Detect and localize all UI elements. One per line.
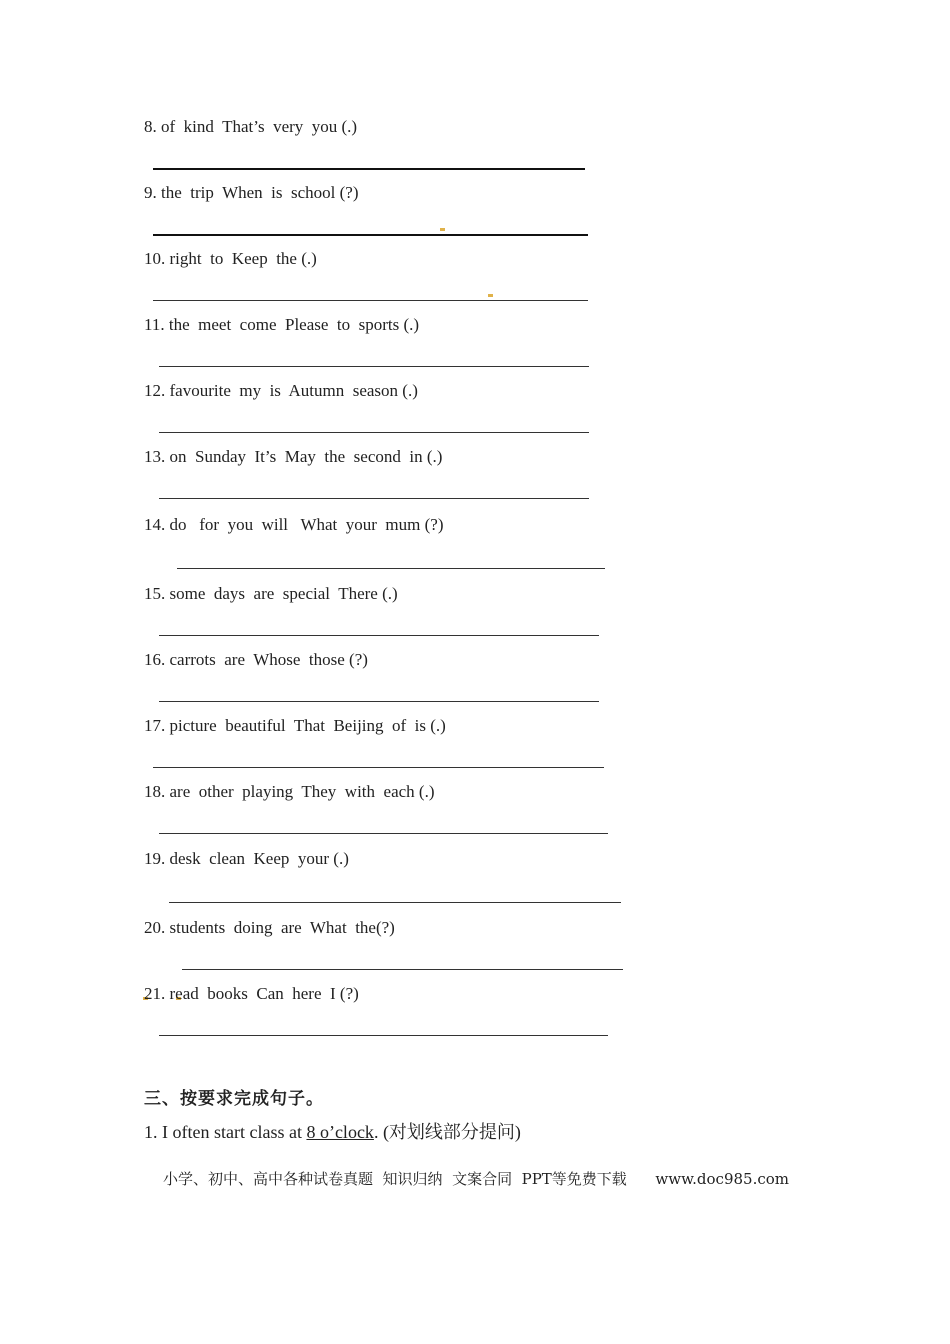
answer-line-18[interactable] <box>159 833 608 834</box>
answer-line-10[interactable] <box>153 300 588 301</box>
footer-url[interactable]: www.doc985.com <box>655 1170 790 1188</box>
question-20: 20. students doing are What the(?) <box>144 918 395 937</box>
answer-line-13[interactable] <box>159 498 589 499</box>
question-15: 15. some days are special There (.) <box>144 584 398 603</box>
marker <box>440 228 445 231</box>
answer-line-15[interactable] <box>159 635 599 636</box>
underlined-phrase: 8 o’clock <box>306 1122 374 1142</box>
question-21: 21. read books Can here I (?) <box>144 984 359 1003</box>
question-16: 16. carrots are Whose those (?) <box>144 650 368 669</box>
answer-line-8[interactable] <box>153 168 585 170</box>
answer-line-11[interactable] <box>159 366 589 367</box>
question-19: 19. desk clean Keep your (.) <box>144 849 349 868</box>
question-12: 12. favourite my is Autumn season (.) <box>144 381 418 400</box>
question-10: 10. right to Keep the (.) <box>144 249 317 268</box>
question-11: 11. the meet come Please to sports (.) <box>144 315 420 334</box>
answer-line-9[interactable] <box>153 234 588 236</box>
marker <box>488 294 493 297</box>
answer-line-19[interactable] <box>169 902 621 903</box>
answer-line-14[interactable] <box>177 568 605 569</box>
section3-item-1: 1. I often start class at 8 o’clock. (对划线部分提问) <box>144 1122 521 1142</box>
answer-line-12[interactable] <box>159 432 589 433</box>
question-17: 17. picture beautiful That Beijing of is (.) <box>144 716 446 735</box>
answer-line-21[interactable] <box>159 1035 608 1036</box>
section-heading: 三、按要求完成句子。 <box>144 1089 324 1109</box>
question-14: 14. do for you will What your mum (?) <box>144 515 444 534</box>
footer-text: 小学、初中、高中各种试卷真题 知识归纳 文案合同 PPT等免费下载 <box>163 1170 627 1188</box>
answer-line-16[interactable] <box>159 701 599 702</box>
answer-line-17[interactable] <box>153 767 604 768</box>
answer-line-20[interactable] <box>182 969 623 970</box>
question-8: 8. of kind That’s very you (.) <box>144 117 358 136</box>
question-9: 9. the trip When is school (?) <box>144 183 359 202</box>
question-13: 13. on Sunday It’s May the second in (.) <box>144 447 443 466</box>
page-footer <box>163 1168 789 1189</box>
question-18: 18. are other playing They with each (.) <box>144 782 435 801</box>
